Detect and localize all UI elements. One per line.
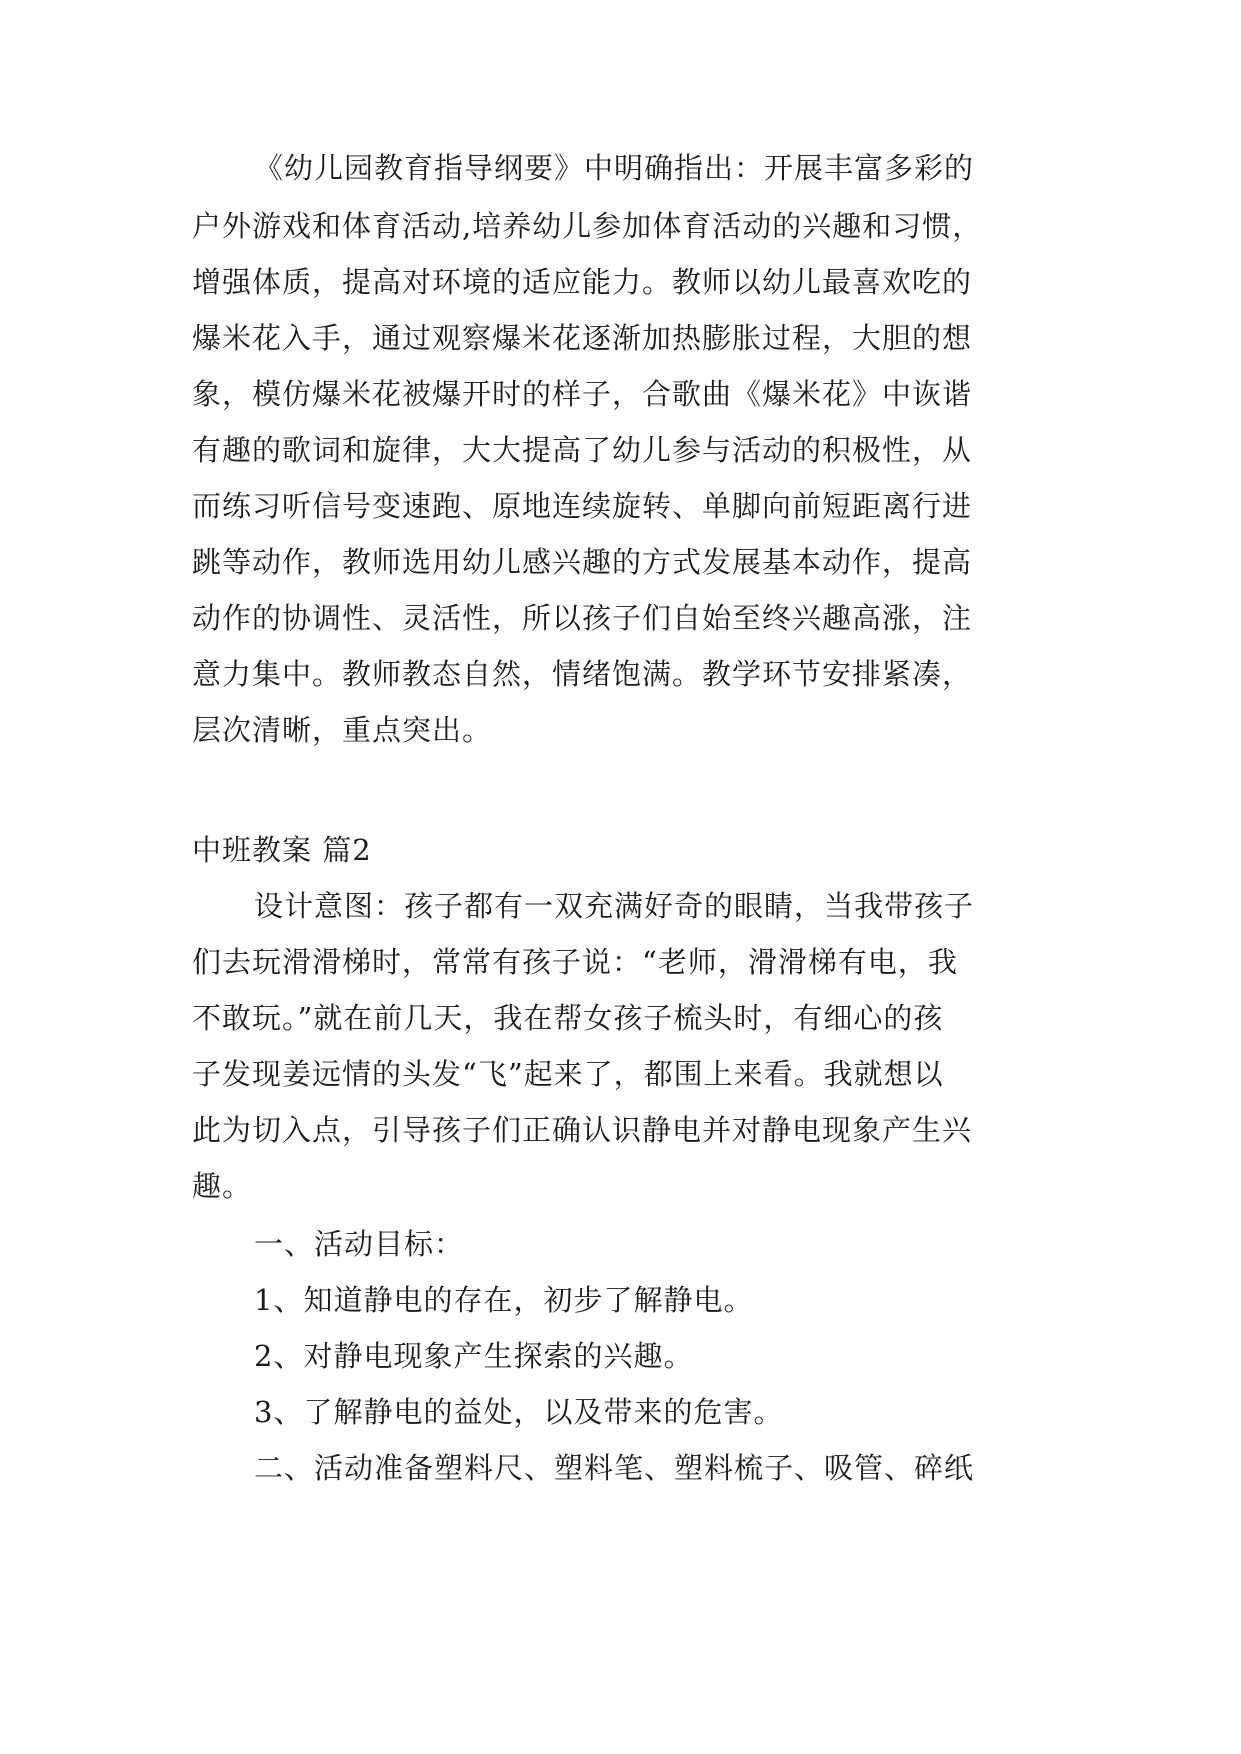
preparation-line: 二、活动准备塑料尺、塑料笔、塑料梳子、吸管、碎纸 xyxy=(254,1451,975,1485)
paragraph-line: 趣。 xyxy=(192,1169,253,1203)
section-heading: 中班教案 篇2 xyxy=(192,833,372,867)
goal-item: 1、知道静电的存在，初步了解静电。 xyxy=(254,1283,754,1317)
paragraph-line: 《幼儿园教育指导纲要》中明确指出：开展丰富多彩的 xyxy=(254,151,975,185)
paragraph-line: 动作的协调性、灵活性，所以孩子们自始至终兴趣高涨，注 xyxy=(192,601,973,635)
paragraph-line: 而练习听信号变速跑、原地连续旋转、单脚向前短距离行进 xyxy=(192,489,973,523)
paragraph-line: 跳等动作，教师选用幼儿感兴趣的方式发展基本动作，提高 xyxy=(192,545,973,579)
paragraph-line: 象，模仿爆米花被爆开时的样子，合歌曲《爆米花》中诙谐 xyxy=(192,377,973,411)
paragraph-line: 子发现姜远情的头发“飞”起来了，都围上来看。我就想以 xyxy=(192,1057,944,1091)
paragraph-line: 爆米花入手，通过观察爆米花逐渐加热膨胀过程，大胆的想 xyxy=(192,321,973,355)
paragraph-line: 增强体质，提高对环境的适应能力。教师以幼儿最喜欢吃的 xyxy=(192,265,973,299)
paragraph-line: 不敢玩。”就在前几天，我在帮女孩子梳头时，有细心的孩 xyxy=(192,1001,944,1035)
paragraph-line: 户外游戏和体育活动,培养幼儿参加体育活动的兴趣和习惯， xyxy=(192,209,983,243)
paragraph-line: 有趣的歌词和旋律，大大提高了幼儿参与活动的积极性，从 xyxy=(192,433,973,467)
paragraph-line: 层次清晰，重点突出。 xyxy=(192,713,493,747)
paragraph-line: 们去玩滑滑梯时，常常有孩子说：“老师，滑滑梯有电，我 xyxy=(192,945,958,979)
goal-item: 3、了解静电的益处，以及带来的危害。 xyxy=(254,1395,784,1429)
paragraph-line: 此为切入点，引导孩子们正确认识静电并对静电现象产生兴 xyxy=(192,1113,973,1147)
goal-item: 2、对静电现象产生探索的兴趣。 xyxy=(254,1339,694,1373)
goals-title: 一、活动目标： xyxy=(254,1227,465,1261)
paragraph-line: 意力集中。教师教态自然，情绪饱满。教学环节安排紧凑， xyxy=(192,657,973,691)
paragraph-line: 设计意图：孩子都有一双充满好奇的眼睛，当我带孩子 xyxy=(254,889,975,923)
